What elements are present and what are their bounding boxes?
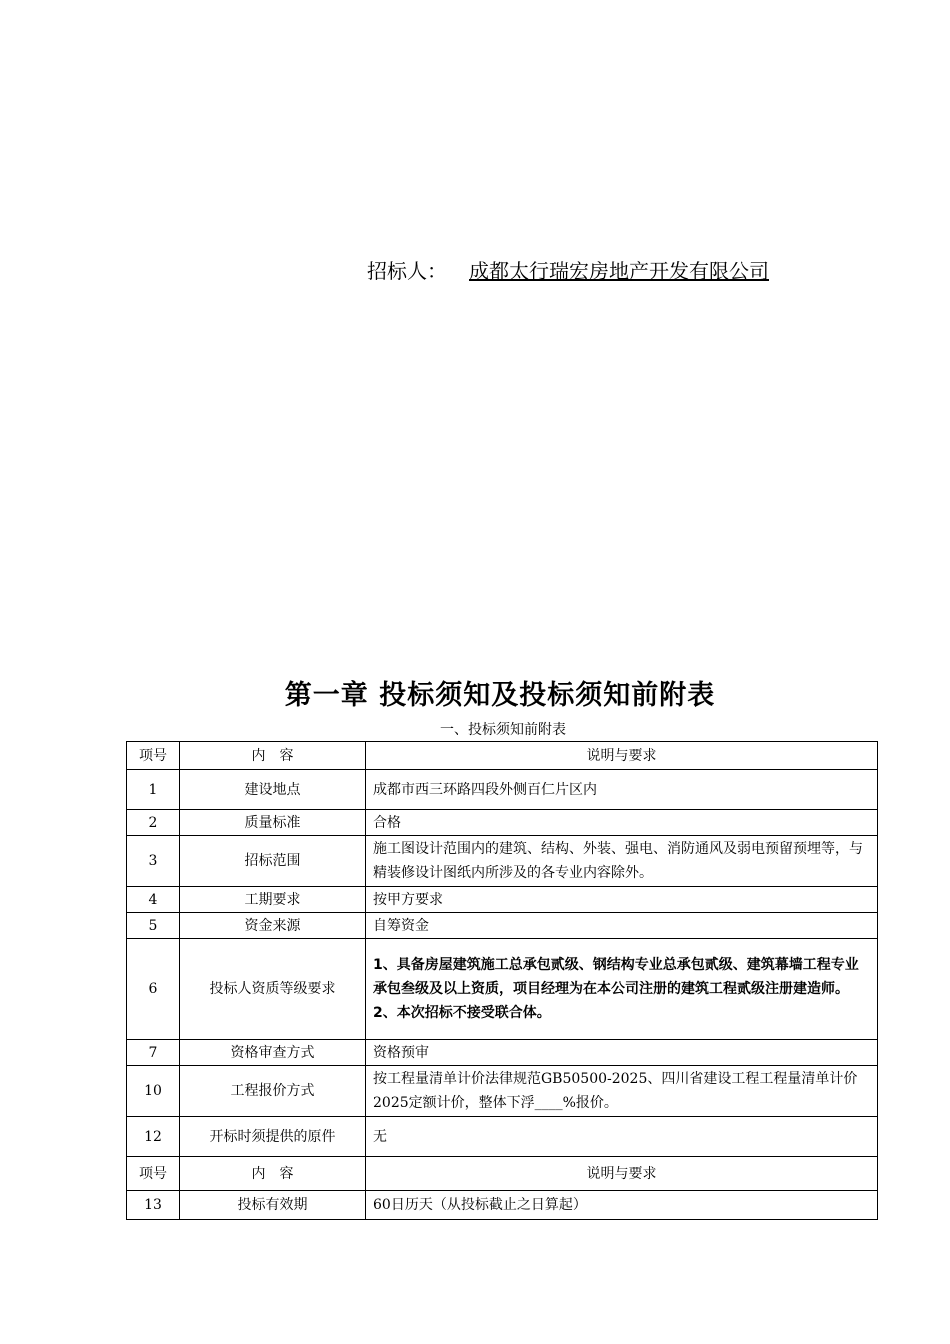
table-row xyxy=(127,770,878,810)
tenderer-name: 成都太行瑞宏房地产开发有限公司 xyxy=(469,259,769,283)
row-no: 7 xyxy=(127,1040,180,1066)
row-desc: 成都市西三环路四段外侧百仁片区内 xyxy=(366,770,878,810)
header-no: 项号 xyxy=(127,742,180,770)
tenderer-label: 招标人： xyxy=(367,259,447,283)
row-no: 4 xyxy=(127,887,180,913)
row-item: 资金来源 xyxy=(180,913,366,939)
row-item: 开标时须提供的原件 xyxy=(180,1117,366,1157)
row-no: 2 xyxy=(127,810,180,836)
row-item: 投标有效期 xyxy=(180,1191,366,1220)
row-no: 13 xyxy=(127,1191,180,1220)
table-row xyxy=(127,1066,878,1117)
table-row xyxy=(127,913,878,939)
row-desc xyxy=(366,939,878,1040)
row-no: 3 xyxy=(127,836,180,887)
row-item: 工程报价方式 xyxy=(180,1066,366,1117)
row-desc: 施工图设计范围内的建筑、结构、外装、强电、消防通风及弱电预留预埋等，与精装修设计图纸内所涉及的各专业内容除外。 xyxy=(366,836,878,887)
table-row xyxy=(127,1040,878,1066)
header-desc: 说明与要求 xyxy=(366,1157,878,1191)
header-item: 内 容 xyxy=(180,1157,366,1191)
table-row xyxy=(127,810,878,836)
row-no: 1 xyxy=(127,770,180,810)
row-item: 工期要求 xyxy=(180,887,366,913)
table-row xyxy=(127,1191,878,1220)
table-row xyxy=(127,939,878,1040)
table-row xyxy=(127,1117,878,1157)
row-item: 质量标准 xyxy=(180,810,366,836)
row-no: 12 xyxy=(127,1117,180,1157)
chapter-title: 第一章 投标须知及投标须知前附表 xyxy=(284,680,716,711)
appendix-table xyxy=(126,741,878,1220)
row-no: 5 xyxy=(127,913,180,939)
row-desc: 60日历天（从投标截止之日算起） xyxy=(366,1191,878,1220)
row-desc: 自筹资金 xyxy=(366,913,878,939)
table-row xyxy=(127,887,878,913)
row-item: 招标范围 xyxy=(180,836,366,887)
row-item: 资格审查方式 xyxy=(180,1040,366,1066)
row-desc: 资格预审 xyxy=(366,1040,878,1066)
header-desc: 说明与要求 xyxy=(366,742,878,770)
tenderer-line xyxy=(367,255,769,284)
qualification-line-1: 1、具备房屋建筑施工总承包贰级、钢结构专业总承包贰级、建筑幕墙工程专业承包叁级及以上资质，项目经理为在本公司注册的建筑工程贰级注册建造师。 xyxy=(373,957,859,997)
table-header-row-repeat xyxy=(127,1157,878,1191)
row-desc: 无 xyxy=(366,1117,878,1157)
table-header-row xyxy=(127,742,878,770)
row-desc: 按甲方要求 xyxy=(366,887,878,913)
qualification-line-2: 2、本次招标不接受联合体。 xyxy=(373,1005,551,1021)
row-item: 投标人资质等级要求 xyxy=(180,939,366,1040)
row-desc: 按工程量清单计价法律规范GB50500-2025、四川省建设工程工程量清单计价2025定额计价，整体下浮____%报价。 xyxy=(366,1066,878,1117)
row-item: 建设地点 xyxy=(180,770,366,810)
table-row xyxy=(127,836,878,887)
header-no: 项号 xyxy=(127,1157,180,1191)
table-caption: 一、投标须知前附表 xyxy=(440,722,566,738)
row-desc: 合格 xyxy=(366,810,878,836)
row-no: 10 xyxy=(127,1066,180,1117)
row-no: 6 xyxy=(127,939,180,1040)
header-item: 内 容 xyxy=(180,742,366,770)
